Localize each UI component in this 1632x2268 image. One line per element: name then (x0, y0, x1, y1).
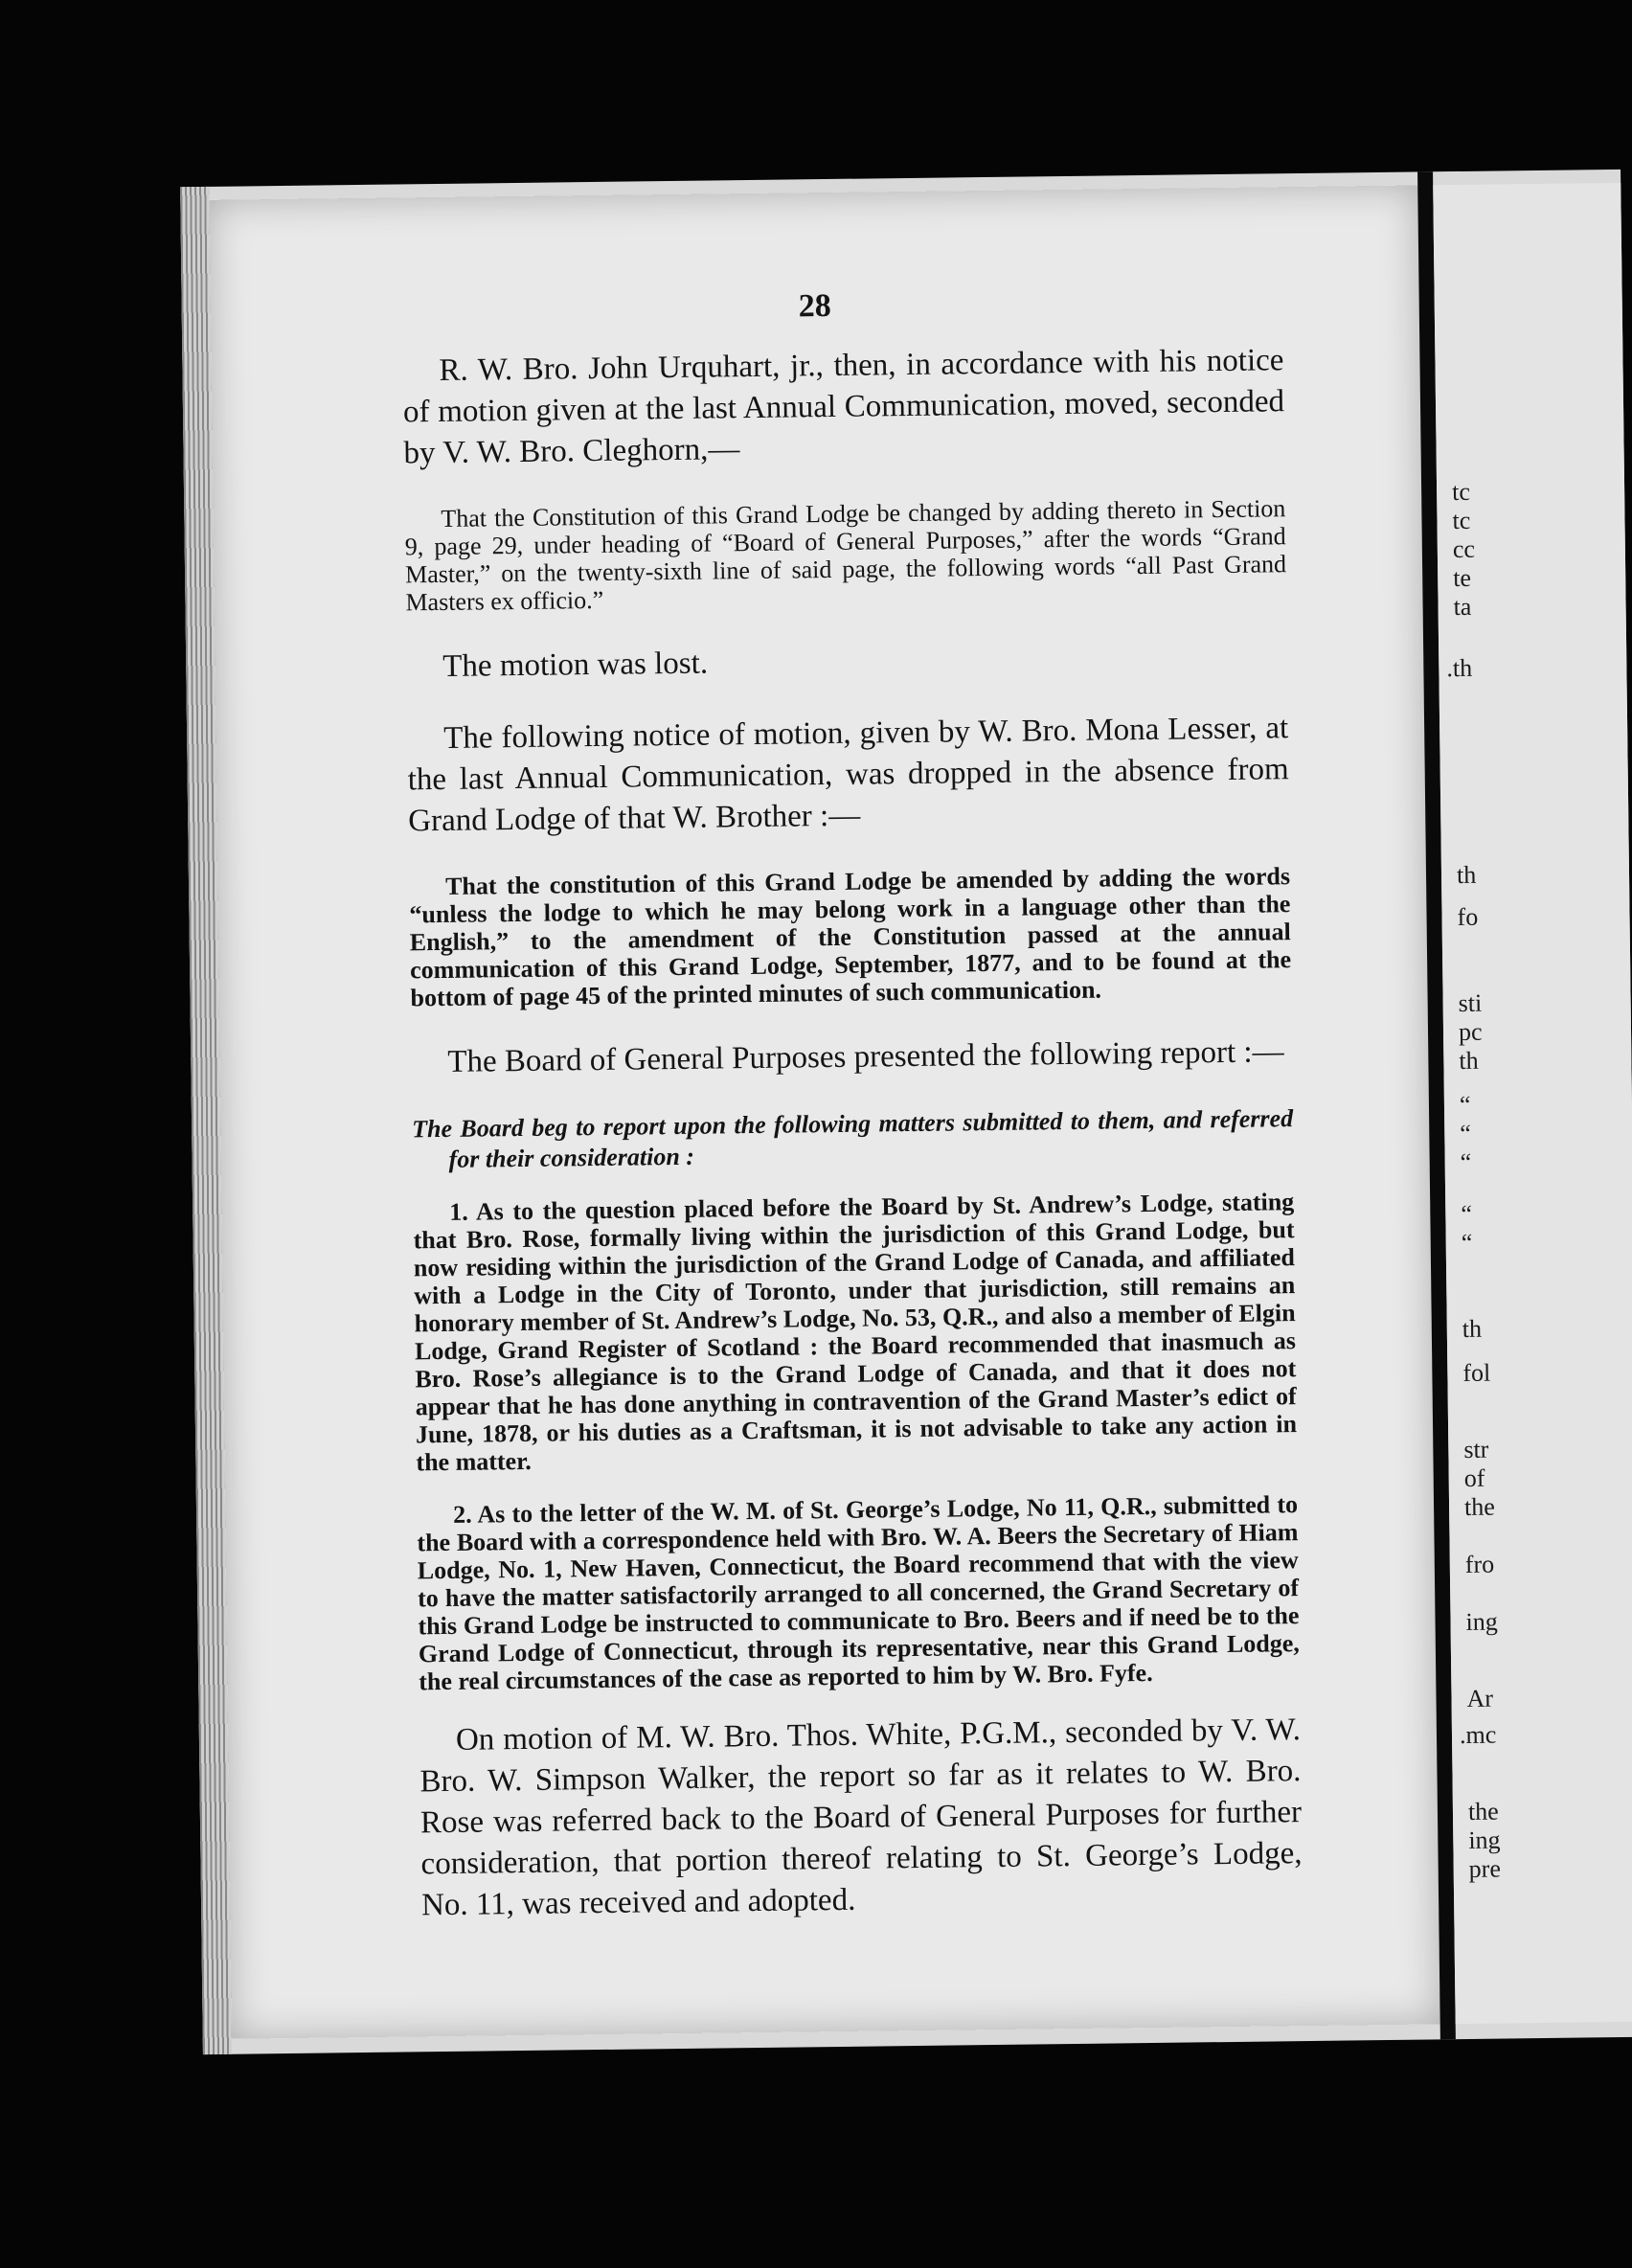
adjacent-fragment: fol (1462, 1358, 1491, 1387)
adjacent-fragment: “ (1461, 1199, 1473, 1229)
adjacent-page-edge (1433, 183, 1632, 2024)
motion-intro-paragraph: R. W. Bro. John Urquhart, jr., then, in accordance with his notice of motion given at the last Annual Communication, moved, seconded by V. W. Bro. Cleghorn,— (402, 343, 1285, 471)
adjacent-fragment: ing (1468, 1826, 1501, 1854)
report-item-2: 2. As to the letter of the W. M. of St. George’s Lodge, No 11, Q.R., submitted to the Board with a correspondence held with Bro. W. A. Beers the Secretary of Hiam Lodge, No. 1, New Haven, Connecticut, the Board recommend that with the view to have the matter satisfactorily arranged to all concerned, the Grand Secretary of this Grand Lodge be instructed to communicate to Bro. Beers and if need be to the Grand Lodge of Connecticut, through its representative, near this Grand Lodge, the real circumstances of the case as reported to him by W. Bro. Fyfe. (417, 1490, 1300, 1696)
adjacent-fragment: th (1459, 1046, 1479, 1076)
page-body (402, 340, 1303, 1957)
notice-intro-paragraph: The following notice of motion, given by W. Bro. Mona Lesser, at the last Annual Communication, was dropped in the absence from Grand Lodge of that W. Brother :— (407, 711, 1289, 839)
adjacent-fragment: pre (1468, 1854, 1502, 1883)
adjacent-fragment: “ (1460, 1119, 1472, 1148)
board-intro-paragraph: The Board beg to report upon the following matters submitted to them, and referred for their consideration : (412, 1104, 1294, 1173)
adjacent-fragment: tc (1451, 477, 1471, 507)
adjacent-fragment: Ar (1466, 1684, 1494, 1712)
adjacent-fragment: sti (1458, 988, 1483, 1018)
notice-text-paragraph: That the constitution of this Grand Lodge be amended by adding the words “unless the lodge to which he may belong work in a language other than the English,” to the amendment of the Constitution passed at the annual communication of this Grand Lodge, September, 1877, and to be found at the bottom of page 45 of the printed minutes of such communication. (409, 862, 1292, 1012)
adjacent-fragment: th (1456, 860, 1477, 890)
closing-paragraph: On motion of M. W. Bro. Thos. White, P.G.M., seconded by V. W. Bro. W. Simpson Walker, the report so far as it relates to W. Bro. Rose was referred back to the Board of General Purposes for further consideration, that portion thereof relating to St. George’s Lodge, No. 11, was received and adopted. (419, 1712, 1303, 1923)
board-heading-paragraph: The Board of General Purposes presented the following report :— (447, 1034, 1284, 1079)
adjacent-fragment: the (1467, 1797, 1499, 1826)
page-number: 28 (798, 287, 831, 325)
adjacent-fragment: “ (1460, 1147, 1472, 1177)
adjacent-fragment: str (1463, 1435, 1489, 1463)
adjacent-fragment: pc (1458, 1017, 1483, 1047)
adjacent-fragment: of (1463, 1463, 1485, 1492)
adjacent-fragment: “ (1461, 1228, 1473, 1258)
motion-result-paragraph: The motion was lost. (442, 646, 709, 684)
adjacent-fragment: tc (1452, 506, 1471, 535)
adjacent-fragment: th (1462, 1314, 1483, 1343)
adjacent-fragment: fo (1457, 902, 1479, 932)
adjacent-fragment: “ (1459, 1090, 1471, 1120)
book-spread (180, 170, 1632, 2054)
left-page (209, 185, 1439, 2038)
adjacent-fragment: the (1463, 1492, 1496, 1521)
adjacent-fragment: ta (1453, 592, 1472, 622)
adjacent-fragment: ing (1465, 1607, 1498, 1636)
adjacent-fragment: te (1453, 563, 1472, 593)
motion-text-paragraph: That the Constitution of this Grand Lodge be changed by adding thereto in Section 9, page 29, under heading of “Board of General Purposes,” after the words “Grand Master,” on the twenty-sixth line of said page, the following words “all Past Grand Masters ex officio.” (404, 494, 1287, 617)
adjacent-fragment: .th (1446, 653, 1473, 683)
report-item-1: 1. As to the question placed before the Board by St. Andrew’s Lodge, stating that Bro. Rose, formally living within the jurisdiction of this Grand Lodge, but now residing within the jurisdiction of the Grand Lodge of Canada, and affiliated with a Lodge in the City of Toronto, under that jurisdiction, still remains an honorary member of St. Andrew’s Lodge, No. 53, Q.R., and also a member of Elgin Lodge, Grand Register of Scotland : the Board recommended that inasmuch as Bro. Rose’s allegiance is to the Grand Lodge of Canada, and that it does not appear that he has done anything in contravention of the Grand Master’s edict of June, 1878, or his duties as a Craftsman, it is not advisable to take any action in the matter. (413, 1188, 1298, 1477)
adjacent-fragment: .mc (1459, 1720, 1497, 1750)
adjacent-fragment: fro (1464, 1550, 1495, 1578)
adjacent-fragment: cc (1452, 534, 1476, 564)
